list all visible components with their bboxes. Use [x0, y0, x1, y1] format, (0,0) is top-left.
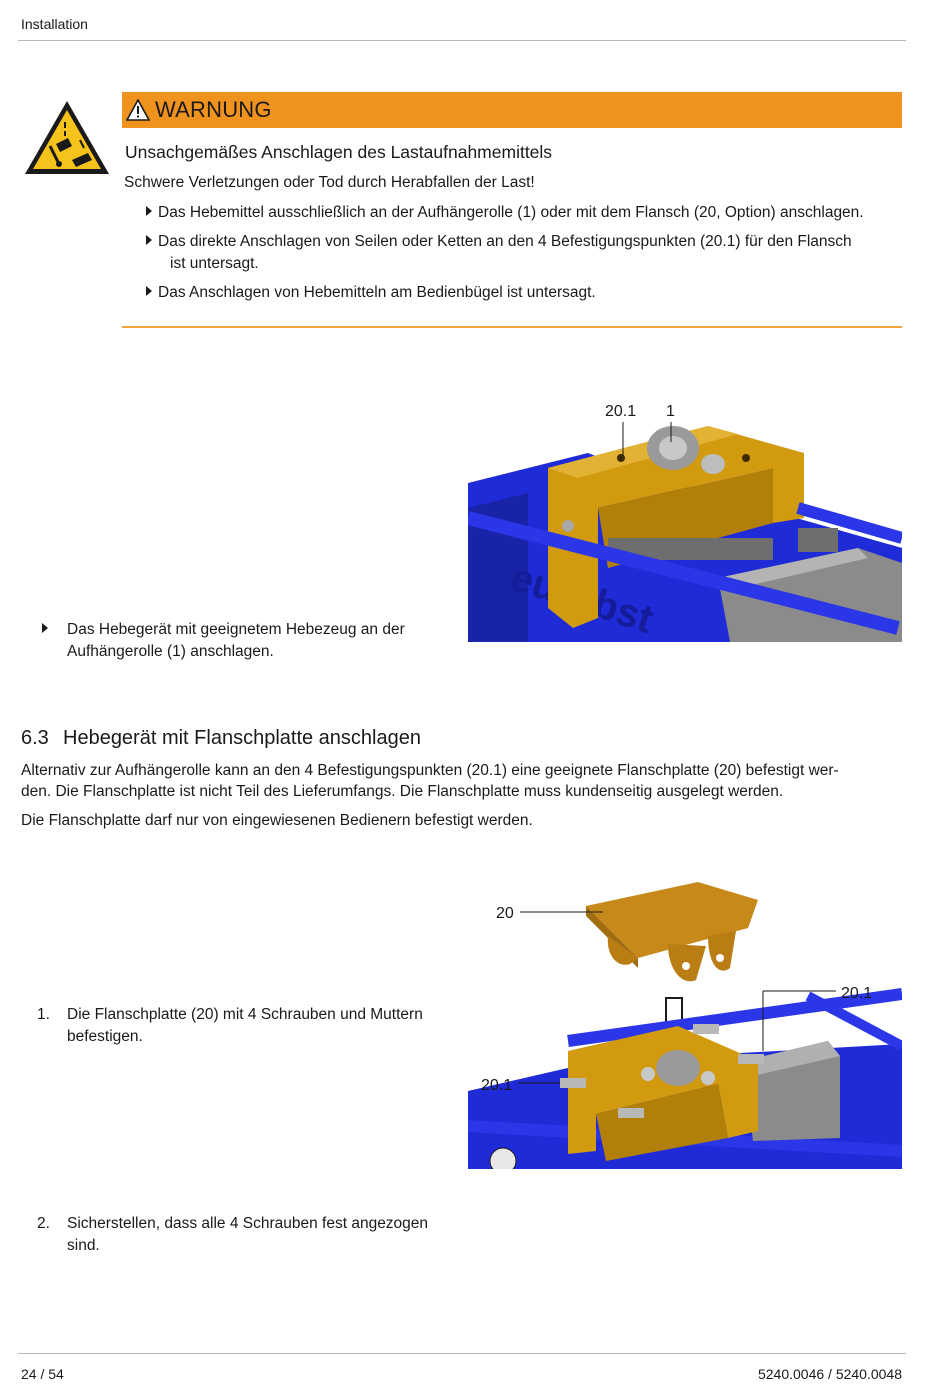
warning-subtitle: Unsachgemäßes Anschlagen des Lastaufnahmemittels [125, 142, 553, 162]
bullet-arrow-icon [146, 206, 152, 216]
flange-plate-figure [468, 876, 902, 1169]
callout-1: 1 [666, 403, 675, 420]
warning-end-rule [122, 326, 902, 328]
warning-bullet: Das Anschlagen von Hebemitteln am Bedienbügel ist untersagt. [146, 282, 596, 304]
warning-bullet: Das direkte Anschlagen von Seilen oder Ketten an den 4 Befestigungspunkten (20.1) für den Flansch [146, 231, 852, 253]
warning-banner [122, 92, 902, 128]
header-section-label: Installation [21, 16, 88, 32]
section-paragraph: Alternativ zur Aufhängerolle kann an den 4 Befestigungspunkten (20.1) eine geeignete Flanschplatte (20) befestigt wer- [21, 762, 839, 779]
callout-20-1: 20.1 [481, 1077, 513, 1094]
bullet-arrow-icon [146, 286, 152, 296]
instruction-step-text: Aufhängerolle (1) anschlagen. [67, 643, 274, 660]
step-text: befestigen. [67, 1028, 143, 1045]
section-title: Hebegerät mit Flanschplatte anschlagen [63, 727, 421, 749]
document-id: 5240.0046 / 5240.0048 [757, 1366, 902, 1382]
warning-consequence: Schwere Verletzungen oder Tod durch Herabfallen der Last! [124, 174, 535, 191]
bullet-arrow-icon [42, 623, 48, 633]
section-number: 6.3 [21, 727, 49, 749]
warning-triangle-icon [126, 99, 150, 121]
warning-bullet: Das Hebemittel ausschließlich an der Aufhängerolle (1) oder mit dem Flansch (20, Option) anschlagen. [146, 202, 864, 224]
footer-divider [18, 1353, 906, 1354]
step-text: Die Flanschplatte (20) mit 4 Schrauben und Muttern [67, 1006, 423, 1023]
callout-20-1: 20.1 [841, 985, 873, 1002]
callout-20: 20 [496, 905, 514, 922]
step-number: 2. [37, 1215, 50, 1232]
header-divider [18, 40, 906, 41]
warning-label: WARNUNG [155, 97, 272, 122]
instruction-step-text: Das Hebegerät mit geeignetem Hebezeug an der [67, 621, 405, 638]
lifting-device-figure [468, 398, 902, 642]
step-text: sind. [67, 1237, 100, 1254]
callout-20-1: 20.1 [605, 403, 637, 420]
section-heading [21, 727, 421, 750]
falling-load-warning-icon [22, 98, 112, 178]
step-text: Sicherstellen, dass alle 4 Schrauben fest angezogen [67, 1215, 429, 1232]
warning-bullet-continuation: ist untersagt. [170, 255, 259, 272]
step-number: 1. [37, 1006, 50, 1023]
section-paragraph: den. Die Flanschplatte ist nicht Teil des Lieferumfangs. Die Flanschplatte muss kundenseitig ausgelegt werden. [21, 783, 784, 800]
instruction-step [42, 619, 54, 641]
page-number: 24 / 54 [21, 1366, 64, 1382]
section-paragraph: Die Flanschplatte darf nur von eingewiesenen Bedienern befestigt werden. [21, 812, 533, 829]
bullet-arrow-icon [146, 235, 152, 245]
